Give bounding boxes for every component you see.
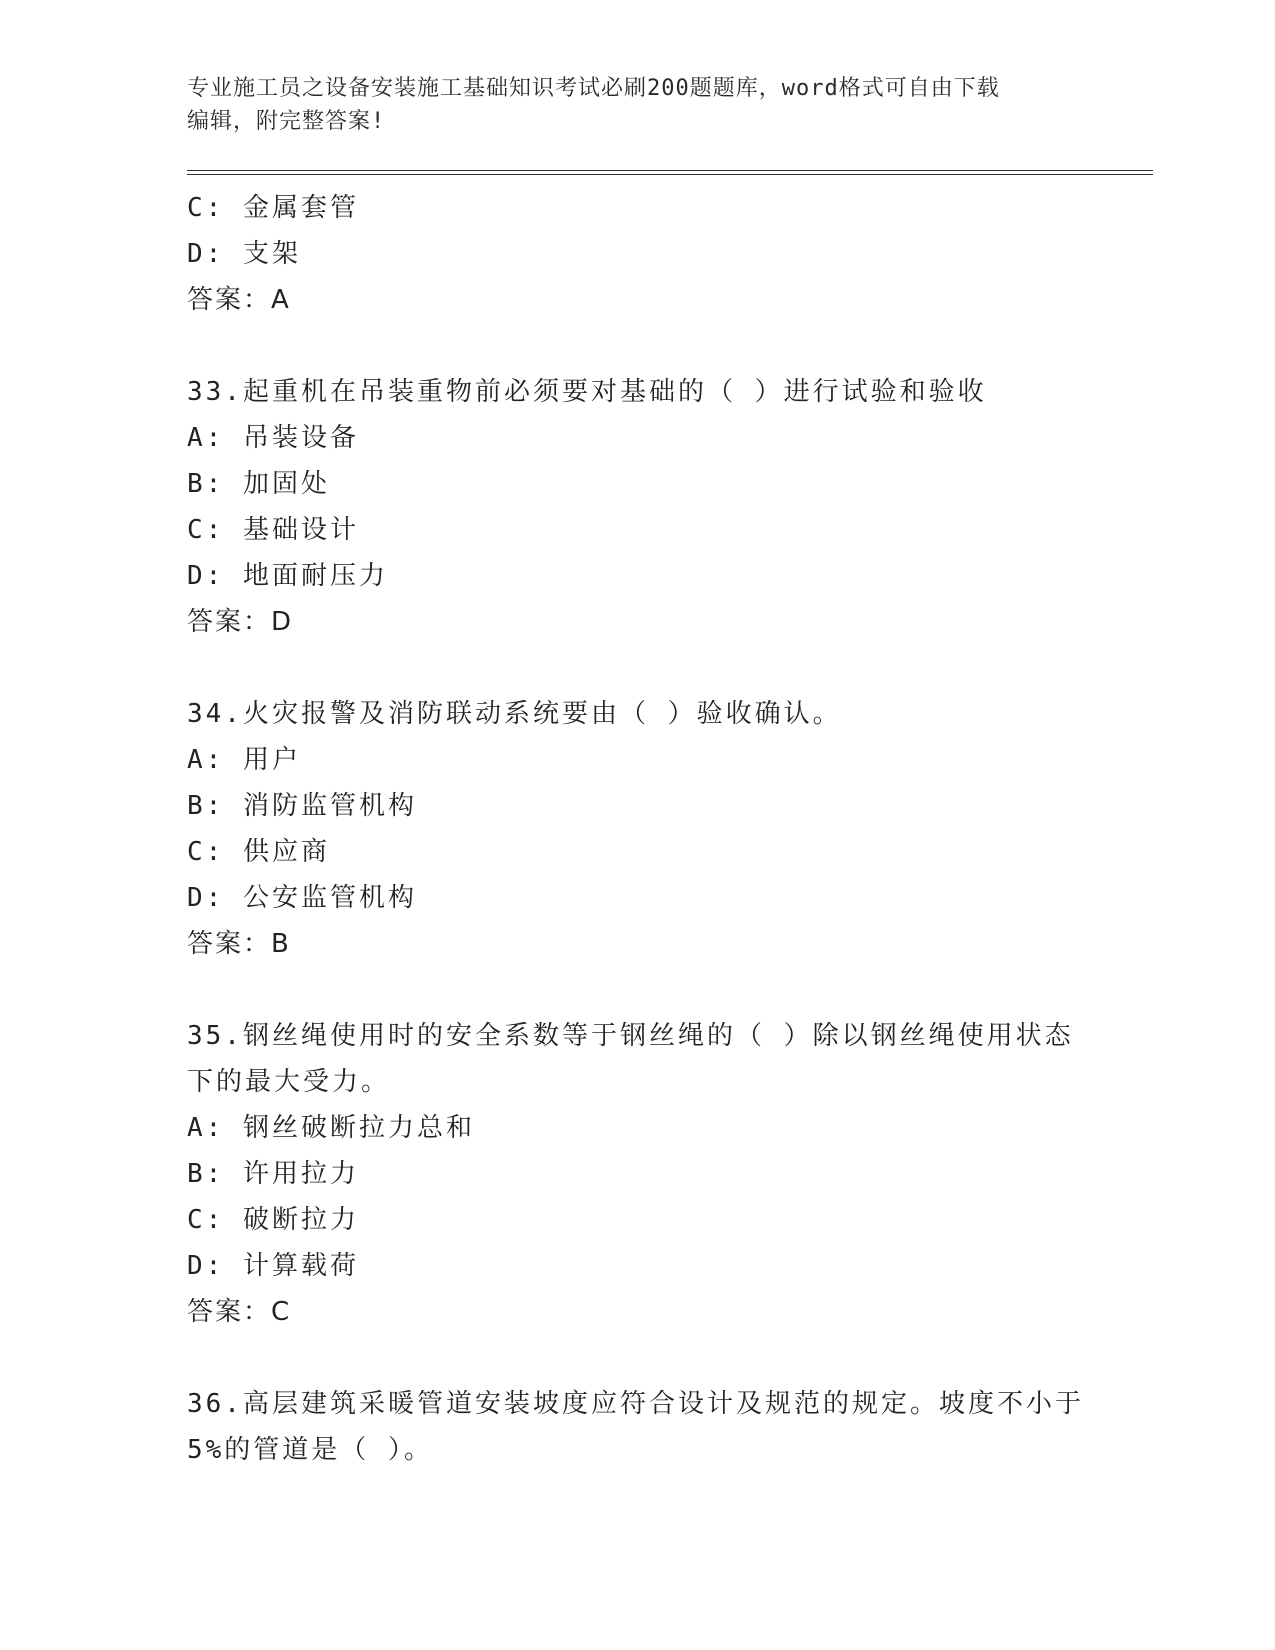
question-text: 36.高层建筑采暖管道安装坡度应符合设计及规范的规定。坡度不小于5%的管道是（ ）。 — [187, 1389, 1084, 1465]
question-33 — [187, 369, 1153, 645]
option-c: C: 供应商 — [187, 837, 330, 867]
option-a: A: 钢丝破断拉力总和 — [187, 1113, 475, 1143]
answer-line: 答案：D — [187, 607, 294, 637]
question-text: 33.起重机在吊装重物前必须要对基础的（ ）进行试验和验收 — [187, 377, 987, 407]
header-line-2: 编辑，附完整答案! — [187, 109, 386, 134]
question-34 — [187, 691, 1153, 967]
document-page — [187, 72, 1153, 1473]
answer-line: 答案：C — [187, 1297, 292, 1327]
spacer — [187, 323, 1153, 369]
option-d: D: 地面耐压力 — [187, 561, 388, 591]
option-d: D: 公安监管机构 — [187, 883, 417, 913]
spacer — [187, 645, 1153, 691]
question-36 — [187, 1381, 1153, 1473]
option-c: C: 金属套管 — [187, 193, 359, 223]
answer-line: 答案：A — [187, 285, 291, 315]
option-a: A: 用户 — [187, 745, 301, 775]
document-header — [187, 72, 1067, 138]
divider-line-top — [187, 170, 1153, 171]
divider-line-bottom — [187, 174, 1153, 175]
question-35 — [187, 1013, 1153, 1335]
option-d: D: 支架 — [187, 239, 301, 269]
option-c: C: 破断拉力 — [187, 1205, 359, 1235]
header-line-1: 专业施工员之设备安装施工基础知识考试必刷200题题库，word格式可自由下载 — [187, 76, 1000, 101]
question-text: 34.火灾报警及消防联动系统要由（ ）验收确认。 — [187, 699, 842, 729]
option-b: B: 加固处 — [187, 469, 330, 499]
question-list — [187, 185, 1153, 1473]
spacer — [187, 1335, 1153, 1381]
carryover-block — [187, 185, 1153, 323]
answer-line: 答案：B — [187, 929, 291, 959]
question-text: 35.钢丝绳使用时的安全系数等于钢丝绳的（ ）除以钢丝绳使用状态下的最大受力。 — [187, 1021, 1074, 1097]
spacer — [187, 967, 1153, 1013]
header-divider — [187, 170, 1153, 175]
option-d: D: 计算载荷 — [187, 1251, 359, 1281]
option-a: A: 吊装设备 — [187, 423, 359, 453]
option-c: C: 基础设计 — [187, 515, 359, 545]
option-b: B: 许用拉力 — [187, 1159, 359, 1189]
option-b: B: 消防监管机构 — [187, 791, 417, 821]
